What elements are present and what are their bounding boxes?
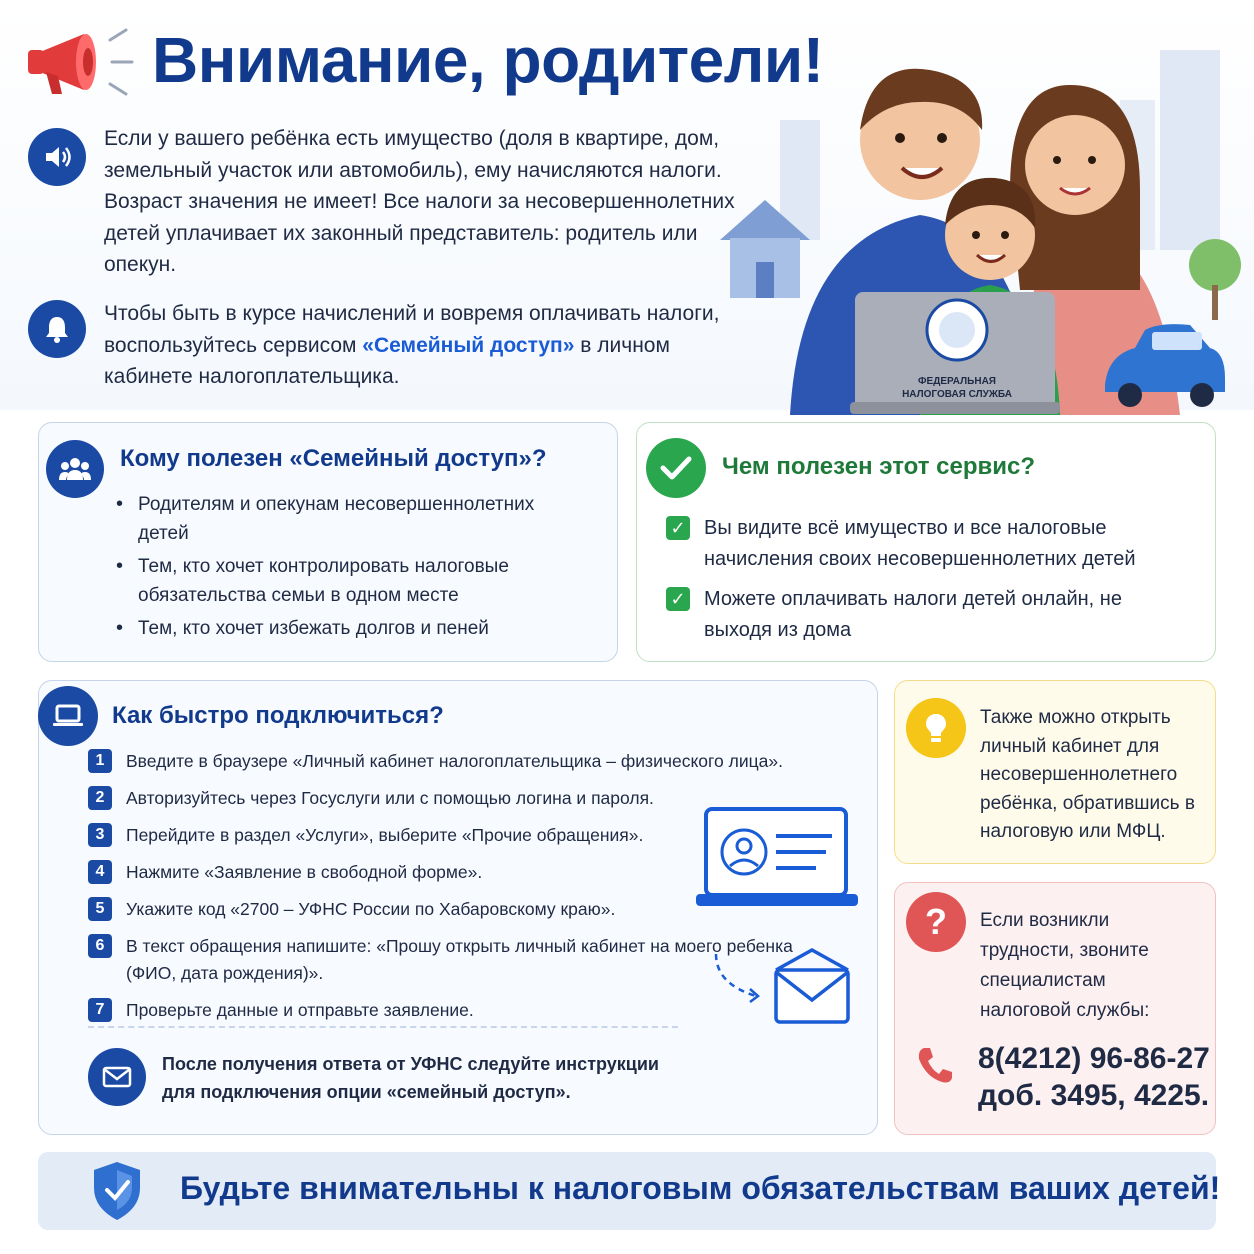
- step-text: Нажмите «Заявление в свободной форме».: [126, 862, 483, 882]
- benefit-item: [666, 513, 1186, 575]
- connect-title: Как быстро подключиться?: [112, 702, 444, 729]
- intro-paragraph-2: [104, 298, 764, 393]
- phone-main[interactable]: 8(4212) 96-86-27: [978, 1042, 1210, 1075]
- page-title: Внимание, родители!: [152, 24, 824, 96]
- question-icon: ?: [906, 892, 966, 952]
- phone-number[interactable]: [978, 1040, 1210, 1114]
- shield-icon: [90, 1160, 144, 1222]
- phone-extension: доб. 3495, 4225.: [978, 1079, 1210, 1112]
- step-number: 7: [88, 998, 112, 1022]
- help-text: Если возникли трудности, звоните специалистам налоговой службы:: [980, 910, 1150, 1021]
- checkmark-circle-icon: [646, 438, 706, 498]
- step-number: 4: [88, 860, 112, 884]
- svg-text:НАЛОГОВАЯ СЛУЖБА: НАЛОГОВАЯ СЛУЖБА: [902, 389, 1012, 400]
- footer-banner: [38, 1152, 1221, 1230]
- step-number: 1: [88, 749, 112, 773]
- who-list: [116, 490, 546, 647]
- megaphone-icon: [22, 22, 137, 102]
- who-title: Кому полезен «Семейный доступ»?: [120, 445, 547, 472]
- family-illustration: [720, 30, 1254, 415]
- after-instruction: После получения ответа от УФНС следуйте инструкции для подключения опции «семейный доступ».: [162, 1054, 659, 1102]
- family-access-link[interactable]: «Семейный доступ»: [362, 333, 575, 357]
- profile-screen-icon: [694, 806, 860, 910]
- mail-icon: [88, 1048, 146, 1106]
- intro-paragraph-1: Если у вашего ребёнка есть имущество (доля в квартире, дом, земельный участок или автомобиль), ему начисляются налоги. Возраст значения не имеет! Все налоги за несовершеннолетних детей уплачивает их законный представитель: родитель или опекун.: [104, 127, 735, 276]
- envelope-send-icon: [710, 944, 855, 1030]
- users-icon: [46, 440, 104, 498]
- step-number: 5: [88, 897, 112, 921]
- laptop-icon: [38, 686, 98, 746]
- office-text: Также можно открыть личный кабинет для несовершеннолетнего ребёнка, обратившись в налоговую или МФЦ.: [980, 707, 1195, 842]
- lightbulb-icon: [906, 698, 966, 758]
- step-text: Введите в браузере «Личный кабинет налогоплательщика – физического лица».: [126, 751, 783, 771]
- benefits-title: Чем полезен этот сервис?: [722, 453, 1036, 480]
- divider: [88, 1026, 678, 1028]
- step-text: Перейдите в раздел «Услуги», выберите «Прочие обращения».: [126, 825, 644, 845]
- step-number: 6: [88, 934, 112, 958]
- step-item: [88, 748, 818, 775]
- phone-icon: [914, 1044, 956, 1086]
- step-item: [88, 859, 688, 886]
- checkbox-icon: ✓: [666, 587, 690, 611]
- step-item: [88, 997, 688, 1024]
- step-text: В текст обращения напишите: «Прошу открыть личный кабинет на моего ребенка (ФИО, дата рождения)».: [126, 936, 793, 983]
- intro-paragraph-2-start: Чтобы быть в курсе начислений и вовремя оплачивать налоги, воспользуйтесь сервисом: [104, 302, 720, 357]
- step-text: Проверьте данные и отправьте заявление.: [126, 1000, 474, 1020]
- list-item: • Родителям и опекунам несовершеннолетних детей: [116, 490, 546, 548]
- intro-paragraph-2-end: в личном кабинете налогоплательщика.: [104, 333, 670, 388]
- bell-icon: [28, 300, 86, 358]
- step-text: Укажите код «2700 – УФНС России по Хабаровскому краю».: [126, 899, 616, 919]
- step-item: [88, 896, 688, 923]
- svg-text:ФЕДЕРАЛЬНАЯ: ФЕДЕРАЛЬНАЯ: [918, 376, 996, 387]
- list-item: • Тем, кто хочет избежать долгов и пеней: [116, 614, 546, 643]
- benefit-item: [666, 584, 1186, 646]
- speaker-icon: [28, 128, 86, 186]
- benefit-text: Можете оплачивать налоги детей онлайн, не выходя из дома: [704, 588, 1122, 641]
- step-text: Авторизуйтесь через Госуслуги или с помощью логина и пароля.: [126, 788, 654, 808]
- list-item: • Тем, кто хочет контролировать налоговые обязательства семьи в одном месте: [116, 552, 546, 610]
- step-number: 3: [88, 823, 112, 847]
- benefit-text: Вы видите всё имущество и все налоговые начисления своих несовершеннолетних детей: [704, 517, 1136, 570]
- footer-text: Будьте внимательны к налоговым обязательствам ваших детей!: [180, 1170, 1221, 1206]
- step-number: 2: [88, 786, 112, 810]
- checkbox-icon: ✓: [666, 516, 690, 540]
- step-item: [88, 822, 688, 849]
